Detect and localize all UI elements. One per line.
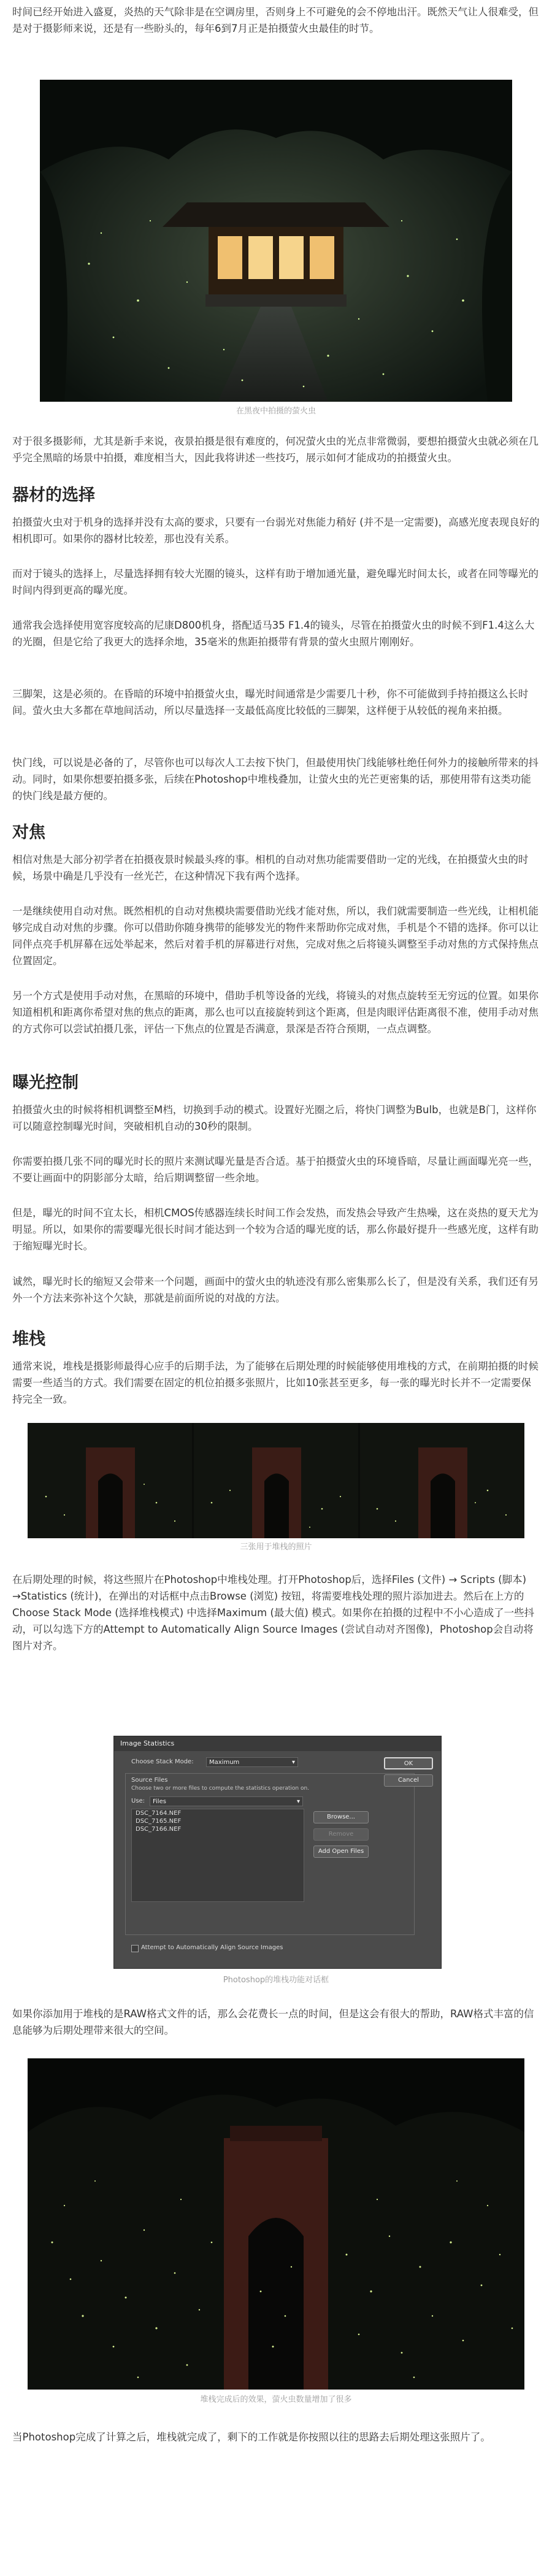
stack-photo-1 (28, 1423, 192, 1538)
section-heading-stacking: 堆栈 (12, 1330, 45, 1349)
section-heading-exposure: 曝光控制 (12, 1073, 79, 1092)
ok-button[interactable]: OK (384, 1757, 433, 1769)
use-select[interactable] (150, 1796, 303, 1806)
chevron-down-icon: ▾ (291, 1759, 295, 1766)
image-statistics-dialog (113, 1736, 442, 1969)
figure-caption: Photoshop的堆栈功能对话框 (223, 1976, 329, 1985)
dialog-title: Image Statistics (114, 1736, 441, 1751)
stack-mode-value: Maximum (209, 1759, 240, 1766)
file-list-item[interactable]: DSC_7165.NEF (136, 1818, 182, 1825)
chevron-down-icon: ▾ (296, 1798, 300, 1805)
intro-paragraph: 时间已经开始进入盛夏，炎热的天气除非是在空调房里，否则身上不可避免的会不停地出汗。既然天气让人很难受，但是对于摄影师来说，还是有一些盼头的，每年6到7月正是拍摄萤火虫最佳的时节。 (12, 6, 539, 34)
stack-mode-label: Choose Stack Mode: (131, 1758, 194, 1765)
stack-photo-3 (360, 1423, 524, 1538)
align-images-label: Attempt to Automatically Align Source Images (141, 1944, 283, 1951)
cancel-button[interactable]: Cancel (384, 1774, 433, 1787)
add-open-files-button[interactable]: Add Open Files (313, 1846, 369, 1858)
paragraph: 一是继续使用自动对焦。既然相机的自动对焦模块需要借助光线才能对焦，所以，我们就需要制造一些光线，让相机能够完成自动对焦的步骤。你可以借助你随身携带的能够发光的物件来帮助你完成对焦，手机是个不错的选择。你可以让同伴点亮手机屏幕在远处举起来，然后对着手机的屏幕进行对焦，完成对焦之后将镜头调整至手动对焦的方式保持焦点位置固定。 (12, 905, 539, 967)
stacking-source-photos (28, 1423, 524, 1538)
source-file-list[interactable] (131, 1809, 304, 1902)
paragraph: 通常来说，堆栈是摄影师最得心应手的后期手法，为了能够在后期处理的时候能够使用堆栈的方式，在前期拍摄的时候需要一些适当的方式。我们需要在固定的机位拍摄多张照片，比如10张甚至更多，每一张的曝光时长并不一定需要保持完全一致。 (12, 1360, 539, 1405)
paragraph: 快门线，可以说是必备的了，尽管你也可以每次人工去按下快门，但最使用快门线能够杜绝任何外力的接触所带来的抖动。同时，如果你想要拍摄多张，后续在Photoshop中堆栈叠加，让萤火虫的光芒更密集的话，那使用带有这类功能的快门线是最方便的。 (12, 757, 539, 802)
paragraph: 诚然，曝光时长的缩短又会带来一个问题，画面中的萤火虫的轨迹没有那么密集那么长了，但是没有关系，我们还有另外一个方法来弥补这个欠缺，那就是前面所说的对战的方法。 (12, 1276, 539, 1304)
figure-caption: 在黑夜中拍摄的萤火虫 (236, 407, 316, 416)
paragraph: 另一个方式是使用手动对焦，在黑暗的环境中，借助手机等设备的光线，将镜头的对焦点旋转至无穷远的位置。如果你知道相机和距离你希望对焦的焦点的距离，那么也可以直接旋转到这个距离，但是肉眼评估距离很不准，使用手动对焦的方式你可以尝试拍摄几张，评估一下焦点的位置是否满意，景深是否符合预期，一点点调整。 (12, 990, 539, 1035)
paragraph: 拍摄萤火虫的时候将相机调整至M档，切换到手动的模式。设置好光圈之后，将快门调整为Bulb，也就是B门，这样你可以随意控制曝光时间，突破相机自动的30秒的限制。 (12, 1104, 537, 1132)
paragraph: 在后期处理的时候，将这些照片在Photoshop中堆栈处理。打开Photoshop后，选择Files (文件) → Scripts (脚本) →Statistics (统计)，在弹出的对话框中点击Browse (浏览) 按钮，将需要堆栈处理的照片添加进去。然后在上方的Choose Stack Mode (选择堆栈模式) 中选择Maximum (最大值) 模式。如果你在拍摄的过程中不小心造成了一些抖动，可以勾选下方的Attempt to Automatically Align Source Images (尝试自动对齐图像)，Photoshop会自动将图片对齐。 (12, 1574, 535, 1652)
paragraph: 对于很多摄影师，尤其是新手来说，夜景拍摄是很有难度的，何况萤火虫的光点非常微弱，要想拍摄萤火虫就必须在几乎完全黑暗的场景中拍摄，难度相当大，因此我将讲述一些技巧，展示如何才能成功的拍摄萤火虫。 (12, 435, 539, 464)
figure-caption: 堆栈完成后的效果，萤火虫数量增加了很多 (200, 2395, 352, 2404)
remove-button[interactable]: Remove (313, 1828, 369, 1841)
use-value: Files (153, 1798, 166, 1805)
align-images-checkbox[interactable] (131, 1945, 139, 1952)
paragraph: 但是，曝光的时间不宜太长，相机CMOS传感器连续长时间工作会发热，而发热会导致产生热噪，这在炎热的夏天尤为明显。所以，如果你的需要曝光很长时间才能达到一个较为合适的曝光度的话，那么你最好提升一些感光度，这样有助于缩短曝光时长。 (12, 1207, 539, 1252)
file-list-item[interactable]: DSC_7164.NEF (136, 1810, 182, 1817)
source-files-label: Source Files (131, 1777, 168, 1784)
section-heading-equipment: 器材的选择 (12, 486, 95, 505)
firefly-pavilion-photo (40, 80, 512, 402)
paragraph: 通常我会选择使用宽容度较高的尼康D800机身，搭配适马35 F1.4的镜头，尽管在拍摄萤火虫的时候不到F1.4这么大的光圈，但是它给了我更大的选择余地，35毫米的焦距拍摄带有背景的萤火虫照片刚刚好。 (12, 619, 535, 648)
file-list-item[interactable]: DSC_7166.NEF (136, 1826, 182, 1833)
source-files-hint: Choose two or more files to compute the statistics operation on. (131, 1785, 310, 1792)
paragraph: 拍摄萤火虫对于机身的选择并没有太高的要求，只要有一台弱光对焦能力稍好 (并不是一定需要)，高感光度表现良好的相机即可。如果你的器材比较差，那也没有关系。 (12, 516, 540, 545)
figure-caption: 三张用于堆栈的照片 (240, 1543, 312, 1552)
paragraph: 你需要拍摄几张不同的曝光时长的照片来测试曝光量是否合适。基于拍摄萤火虫的环境昏暗，尽量让画面曝光亮一些，不要让画面中的阴影部分太暗，给后期调整留一些余地。 (12, 1156, 539, 1184)
section-heading-focus: 对焦 (12, 823, 45, 842)
paragraph: 三脚架，这是必须的。在昏暗的环境中拍摄萤火虫，曝光时间通常是少需要几十秒，你不可能做到手持拍摄这么长时间。萤火虫大多都在草地间活动，所以尽量选择一支最低高度比较低的三脚架，这样便于从较低的视角来拍摄。 (12, 688, 529, 716)
paragraph: 相信对焦是大部分初学者在拍摄夜景时候最头疼的事。相机的自动对焦功能需要借助一定的光线，在拍摄萤火虫的时候，场景中确是几乎没有一丝光芒，在这种情况下我有两个选择。 (12, 854, 529, 882)
browse-button[interactable]: Browse... (313, 1811, 369, 1823)
paragraph: 如果你添加用于堆栈的是RAW格式文件的话，那么会花费长一点的时间，但是这会有很大的帮助，RAW格式丰富的信息能够为后期处理带来很大的空间。 (12, 2008, 534, 2036)
stack-photo-2 (194, 1423, 358, 1538)
use-label: Use: (131, 1798, 145, 1804)
stack-mode-select[interactable] (206, 1757, 298, 1767)
stacked-result-photo (28, 2058, 524, 2390)
paragraph: 而对于镜头的选择上，尽量选择拥有较大光圈的镜头，这样有助于增加通光量，避免曝光时间太长，或者在同等曝光的时间内得到更高的曝光度。 (12, 568, 539, 596)
paragraph: 当Photoshop完成了计算之后，堆栈就完成了，剩下的工作就是你按照以往的思路去后期处理这张照片了。 (12, 2431, 491, 2443)
